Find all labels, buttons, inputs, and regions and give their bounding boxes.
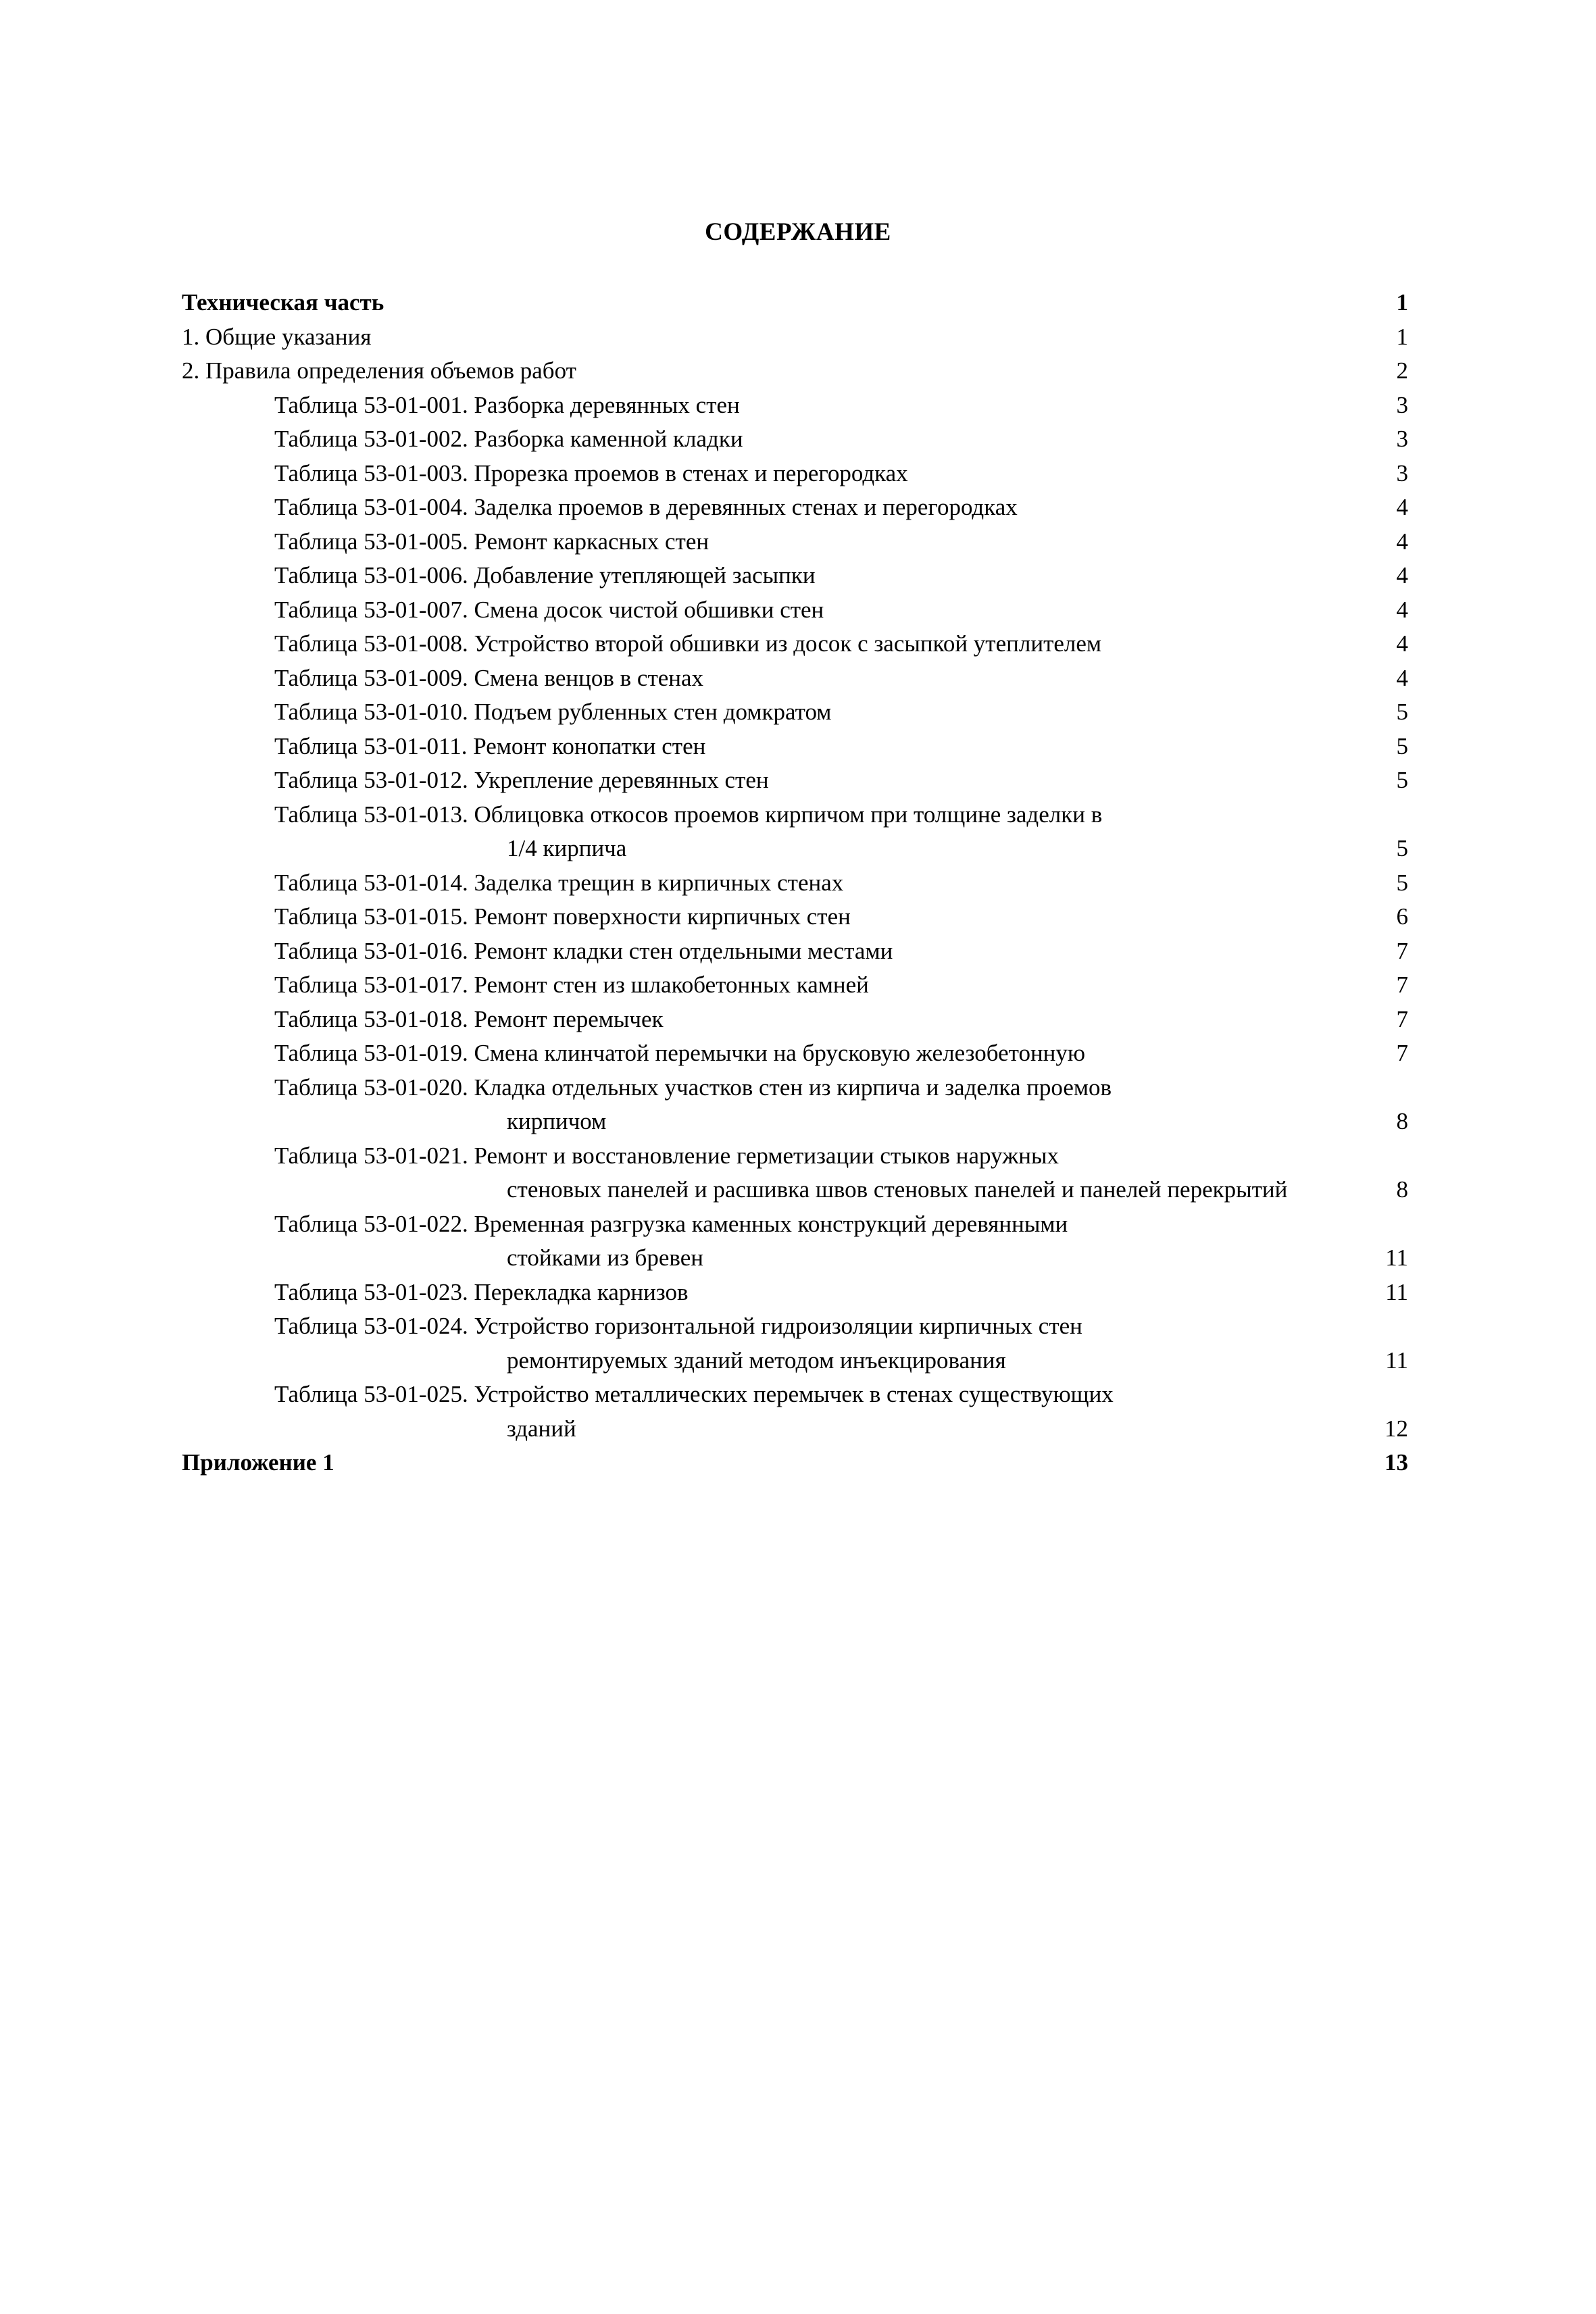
toc-entry — [182, 1378, 1408, 1412]
toc-entry-text: Техническая часть — [182, 289, 384, 316]
toc-entry-page: 3 — [1396, 391, 1408, 418]
toc-entry — [182, 763, 1408, 798]
toc-entry-page: 13 — [1385, 1449, 1408, 1476]
toc-entry-text: кирпичом — [507, 1108, 607, 1134]
toc-entry-page: 4 — [1396, 494, 1408, 520]
toc-entry — [182, 934, 1408, 969]
toc-entry-text: стойками из бревен — [507, 1244, 703, 1271]
toc-entry-text: ремонтируемых зданий методом инъекцирования — [507, 1347, 1006, 1374]
toc-entry-text: Таблица 53-01-025. Устройство металлических перемычек в стенах существующих — [274, 1381, 1114, 1407]
toc-entry — [182, 866, 1408, 901]
toc-entry-text: Таблица 53-01-023. Перекладка карнизов — [274, 1278, 689, 1305]
toc-entry-text: Таблица 53-01-012. Укрепление деревянных стен — [274, 767, 769, 793]
toc-entry-page: 11 — [1385, 1347, 1408, 1374]
toc-entry-text: Таблица 53-01-005. Ремонт каркасных стен — [274, 528, 709, 555]
toc-entry — [182, 1071, 1408, 1105]
toc-entry-page: 7 — [1396, 1040, 1408, 1066]
toc-entry-text: Таблица 53-01-002. Разборка каменной кладки — [274, 426, 743, 452]
toc-entry-text: 2. Правила определения объемов работ — [182, 357, 576, 384]
toc-entry-page: 8 — [1396, 1108, 1408, 1134]
toc-entry-text: Таблица 53-01-003. Прорезка проемов в стенах и перегородках — [274, 459, 908, 486]
toc-entry-text: Таблица 53-01-014. Заделка трещин в кирпичных стенах — [274, 869, 844, 896]
toc-entry — [182, 900, 1408, 934]
page-title: СОДЕРЖАНИЕ — [705, 218, 891, 246]
toc-entry — [182, 286, 1408, 320]
toc-entry — [182, 525, 1408, 559]
toc-entry-text: Таблица 53-01-024. Устройство горизонтальной гидроизоляции кирпичных стен — [274, 1313, 1082, 1339]
toc-entry — [182, 1036, 1408, 1071]
toc-entry-page: 4 — [1396, 664, 1408, 691]
toc-entry — [182, 422, 1408, 457]
toc-entry — [182, 559, 1408, 593]
toc-entry — [182, 491, 1408, 525]
toc-entry — [182, 695, 1408, 730]
toc-entry — [182, 730, 1408, 764]
toc-entry-text: Таблица 53-01-015. Ремонт поверхности кирпичных стен — [274, 903, 851, 930]
toc-entry-text: Таблица 53-01-007. Смена досок чистой обшивки стен — [274, 596, 824, 623]
toc-entry — [182, 1309, 1408, 1344]
toc-entry-page: 4 — [1396, 562, 1408, 588]
toc-entry-page: 3 — [1396, 426, 1408, 452]
toc-entry-page: 1 — [1396, 289, 1408, 316]
toc-entry-page: 12 — [1385, 1415, 1408, 1442]
toc-entry — [182, 1276, 1408, 1310]
toc-entry-text: Таблица 53-01-022. Временная разгрузка каменных конструкций деревянными — [274, 1210, 1068, 1237]
table-of-contents — [182, 286, 1408, 1480]
toc-entry-text: Таблица 53-01-008. Устройство второй обшивки из досок с засыпкой утеплителем — [274, 630, 1102, 657]
toc-entry — [182, 661, 1408, 696]
toc-entry — [182, 1207, 1408, 1242]
toc-entry — [182, 457, 1408, 491]
toc-entry-page: 3 — [1396, 459, 1408, 486]
toc-entry-page: 11 — [1385, 1244, 1408, 1271]
toc-entry-text: Таблица 53-01-019. Смена клинчатой перемычки на брусковую железобетонную — [274, 1040, 1086, 1066]
toc-entry — [182, 388, 1408, 423]
toc-entry-text: Таблица 53-01-011. Ремонт конопатки стен — [274, 732, 706, 759]
toc-entry — [182, 1446, 1408, 1480]
toc-entry — [182, 1241, 1408, 1276]
toc-entry-page: 5 — [1396, 732, 1408, 759]
toc-entry — [182, 1003, 1408, 1037]
toc-entry-page: 5 — [1396, 835, 1408, 861]
toc-entry-text: Таблица 53-01-009. Смена венцов в стенах — [274, 664, 704, 691]
toc-entry-text: зданий — [507, 1415, 576, 1442]
toc-entry-page: 4 — [1396, 596, 1408, 623]
toc-entry-text: Таблица 53-01-001. Разборка деревянных стен — [274, 391, 740, 418]
toc-entry — [182, 1173, 1408, 1207]
toc-entry-page: 6 — [1396, 903, 1408, 930]
toc-entry-text: Приложение 1 — [182, 1449, 334, 1476]
toc-entry — [182, 832, 1408, 866]
toc-entry-page: 2 — [1396, 357, 1408, 384]
toc-entry-page: 4 — [1396, 528, 1408, 555]
toc-entry-page: 8 — [1396, 1176, 1408, 1203]
toc-entry — [182, 320, 1408, 355]
toc-entry — [182, 968, 1408, 1003]
toc-entry — [182, 1105, 1408, 1139]
toc-entry — [182, 1344, 1408, 1378]
toc-entry-text: Таблица 53-01-018. Ремонт перемычек — [274, 1005, 664, 1032]
toc-entry-text: 1. Общие указания — [182, 323, 372, 350]
toc-entry-page: 4 — [1396, 630, 1408, 657]
toc-entry — [182, 1412, 1408, 1447]
toc-entry-text: Таблица 53-01-017. Ремонт стен из шлакобетонных камней — [274, 972, 869, 998]
toc-entry-text: Таблица 53-01-020. Кладка отдельных участков стен из кирпича и заделка проемов — [274, 1074, 1112, 1101]
toc-entry-page: 5 — [1396, 869, 1408, 896]
toc-entry-text: Таблица 53-01-006. Добавление утепляющей засыпки — [274, 562, 816, 588]
toc-entry-text: Таблица 53-01-004. Заделка проемов в деревянных стенах и перегородках — [274, 494, 1018, 520]
toc-entry-page: 7 — [1396, 972, 1408, 998]
toc-entry-text: Таблица 53-01-016. Ремонт кладки стен отдельными местами — [274, 937, 893, 964]
toc-entry-page: 5 — [1396, 699, 1408, 725]
toc-entry-text: стеновых панелей и расшивка швов стеновых панелей и панелей перекрытий — [507, 1176, 1288, 1203]
toc-entry-page: 7 — [1396, 1005, 1408, 1032]
toc-entry — [182, 354, 1408, 388]
toc-entry-page: 11 — [1385, 1278, 1408, 1305]
toc-entry — [182, 627, 1408, 661]
toc-entry — [182, 1139, 1408, 1174]
toc-entry — [182, 798, 1408, 832]
toc-entry-page: 5 — [1396, 767, 1408, 793]
toc-entry-text: Таблица 53-01-013. Облицовка откосов проемов кирпичом при толщине заделки в — [274, 801, 1103, 828]
toc-entry — [182, 593, 1408, 628]
toc-entry-text: Таблица 53-01-010. Подъем рубленных стен домкратом — [274, 699, 832, 725]
toc-entry-text: 1/4 кирпича — [507, 835, 627, 861]
toc-entry-text: Таблица 53-01-021. Ремонт и восстановление герметизации стыков наружных — [274, 1142, 1059, 1169]
toc-entry-page: 1 — [1396, 323, 1408, 350]
toc-entry-page: 7 — [1396, 937, 1408, 964]
